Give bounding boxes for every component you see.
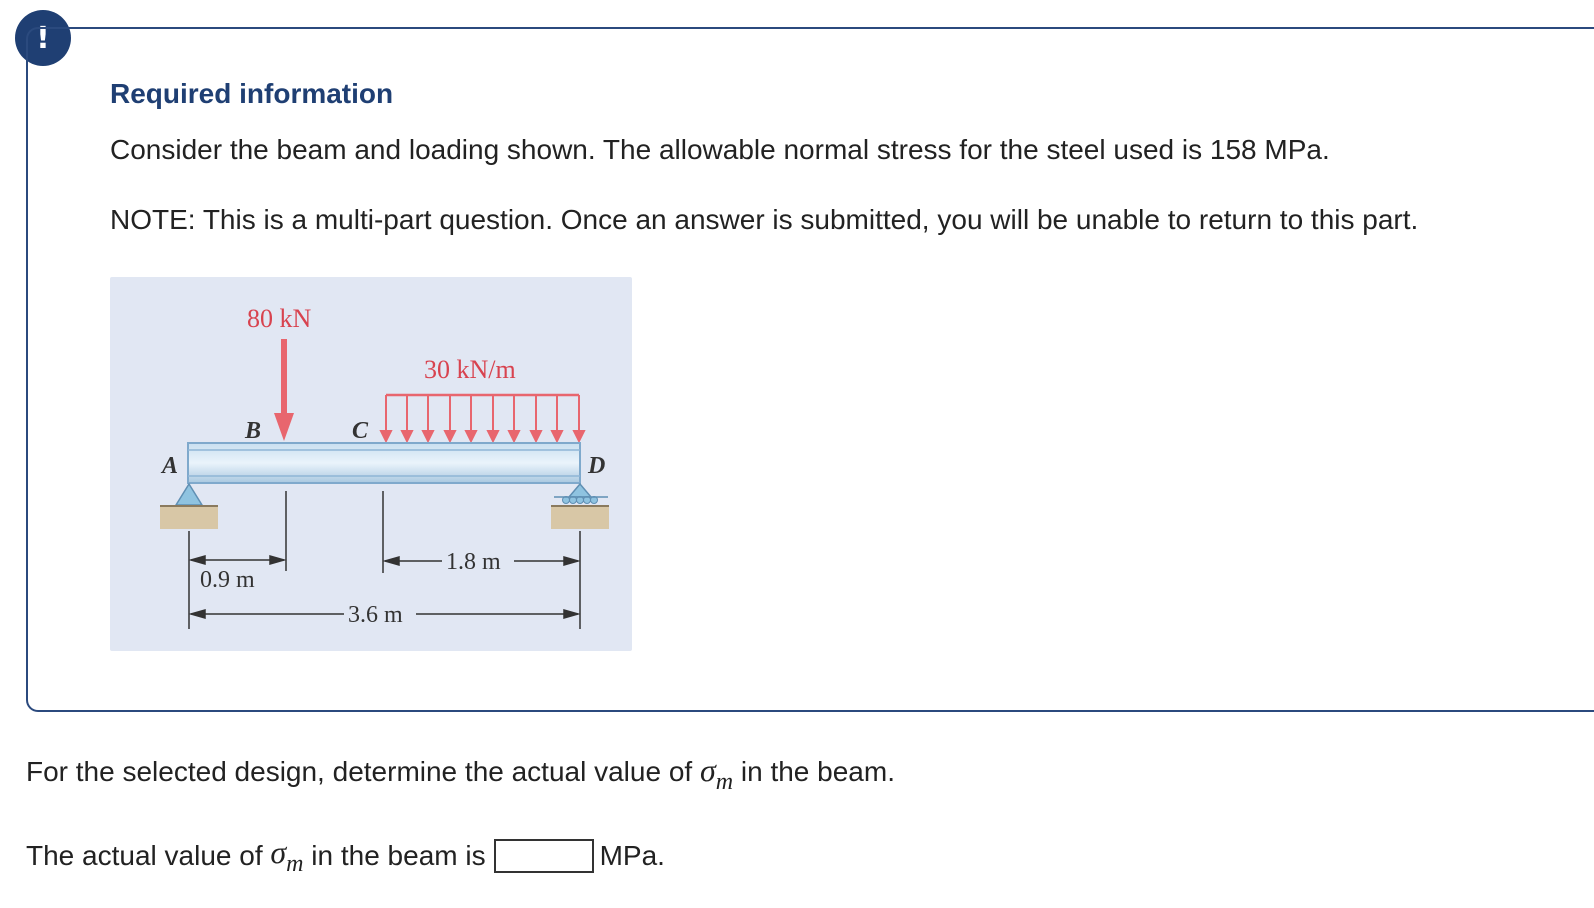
point-load-label: 80 kN: [247, 304, 312, 333]
sigma-symbol: σ: [699, 752, 716, 788]
beam-figure: [110, 277, 632, 651]
dimension-line-ab: [191, 556, 284, 564]
dimension-ab-label: 0.9 m: [200, 567, 255, 593]
answer-prefix: The actual value of: [26, 840, 271, 871]
point-a-label: A: [162, 453, 179, 479]
question-suffix: in the beam.: [733, 756, 895, 787]
point-c-label: C: [352, 418, 369, 444]
required-info-title: Required information: [110, 78, 394, 109]
question-prefix: For the selected design, determine the actual value of: [26, 756, 700, 787]
pin-support-a: [176, 484, 202, 505]
problem-statement: Consider the beam and loading shown. The allowable normal stress for the steel used is 158 MPa.: [110, 134, 1330, 165]
distributed-load-arrows: [381, 395, 584, 441]
ground-d: [551, 505, 609, 529]
question-prompt: [26, 752, 895, 796]
point-d-label: D: [588, 453, 606, 479]
distributed-load-label: 30 kN/m: [424, 355, 516, 384]
roller-support-d: [569, 484, 591, 497]
answer-unit: MPa.: [599, 840, 665, 871]
multipart-note: NOTE: This is a multi-part question. Once an answer is submitted, you will be unable to return to this part.: [110, 204, 1419, 235]
answer-sigma-m-symbol: [270, 834, 303, 878]
beam: [188, 443, 580, 483]
answer-middle: in the beam is: [303, 840, 486, 871]
alert-icon: !: [15, 10, 71, 66]
point-load-arrow-shaft: [281, 339, 287, 415]
sigma-m-answer-input[interactable]: [494, 839, 594, 873]
answer-row: [26, 834, 665, 878]
dimension-ad-label: 3.6 m: [348, 602, 403, 628]
answer-sigma-symbol: σ: [270, 834, 287, 870]
sigma-m-symbol: [699, 752, 734, 795]
ground-a: [160, 505, 218, 529]
dimension-cd-label: 1.8 m: [446, 549, 501, 575]
point-b-label: B: [245, 418, 262, 444]
point-load-arrow-head: [274, 413, 294, 441]
sigma-subscript: m: [715, 769, 734, 795]
answer-sigma-subscript: m: [286, 851, 304, 877]
beam-diagram: [110, 277, 632, 651]
